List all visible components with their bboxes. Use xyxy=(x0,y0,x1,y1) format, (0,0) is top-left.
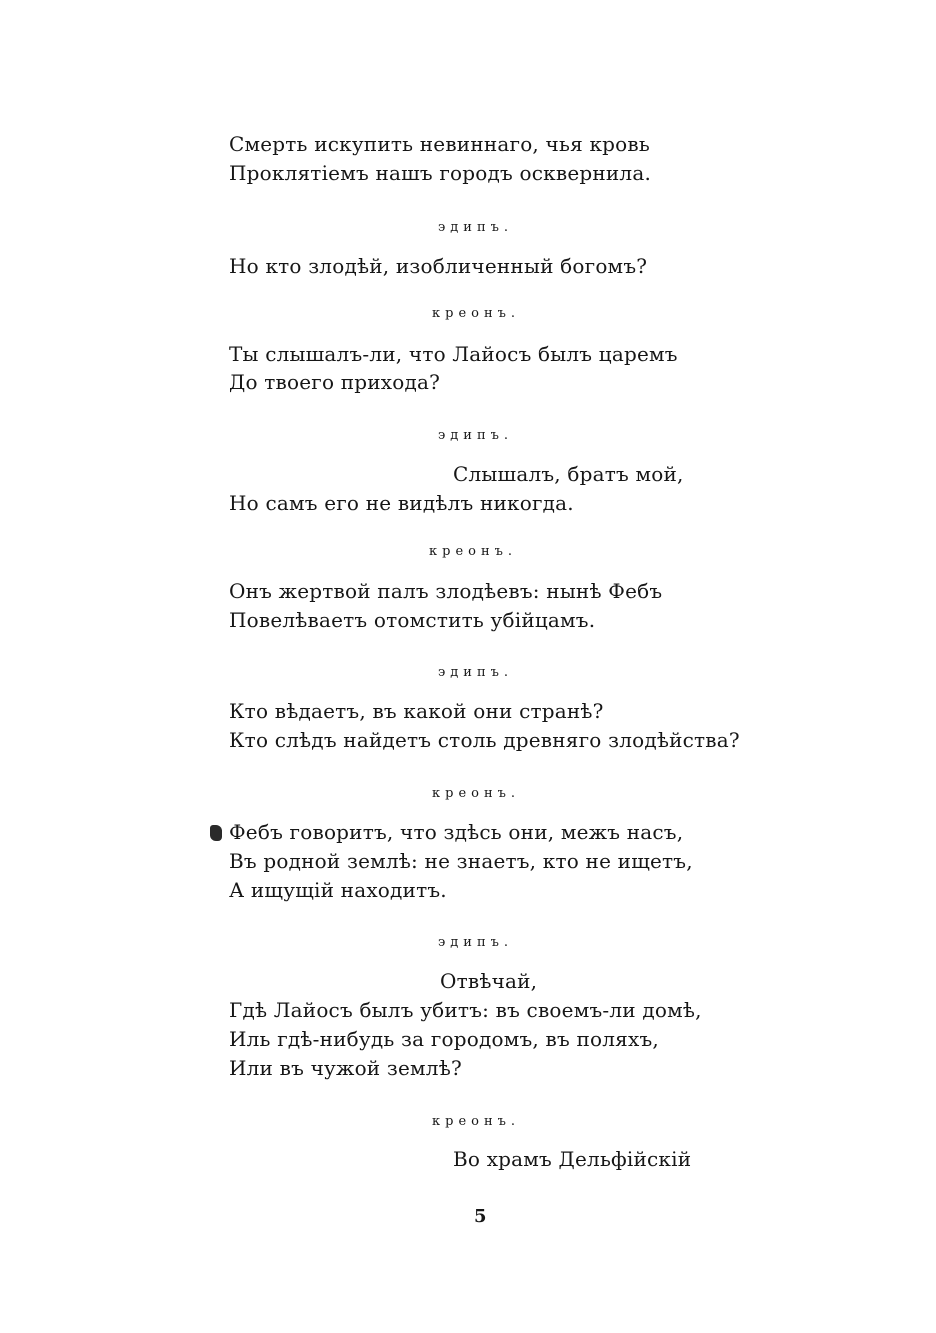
verse-line: Кто вѣдаетъ, въ какой они странѣ? xyxy=(229,699,604,723)
verse-line: Но кто злодѣй, изобличенный богомъ? xyxy=(229,254,648,278)
verse-line: Во храмъ Дельфійскій xyxy=(453,1147,692,1171)
verse-line: До твоего прихода? xyxy=(229,370,441,394)
verse-line: Слышалъ, братъ мой, xyxy=(453,462,684,486)
verse-line: Въ родной землѣ: не знаетъ, кто не ищетъ, xyxy=(229,849,693,873)
verse-line: Или въ чужой землѣ? xyxy=(229,1056,462,1080)
verse-line: А ищущій находитъ. xyxy=(229,878,447,902)
speaker-heading-oedipus: эдипъ. xyxy=(438,935,514,950)
verse-line: Повелѣваетъ отомстить убійцамъ. xyxy=(229,608,596,632)
speaker-heading-oedipus: эдипъ. xyxy=(438,220,514,235)
verse-line: Онъ жертвой палъ злодѣевъ: нынѣ Фебъ xyxy=(229,579,663,603)
verse-line: Кто слѣдъ найдетъ столь древняго злодѣйства? xyxy=(229,728,740,752)
verse-line: Гдѣ Лайосъ былъ убитъ: въ своемъ-ли домѣ, xyxy=(229,998,702,1022)
verse-line: Фебъ говоритъ, что здѣсь они, межъ насъ, xyxy=(229,820,684,844)
speaker-heading-oedipus: эдипъ. xyxy=(438,428,514,443)
verse-line: Проклятіемъ нашъ городъ осквернила. xyxy=(229,161,652,185)
speaker-heading-creon: креонъ. xyxy=(432,1114,521,1129)
verse-line: Иль гдѣ-нибудь за городомъ, въ поляхъ, xyxy=(229,1027,659,1051)
verse-line: Но самъ его не видѣлъ никогда. xyxy=(229,491,574,515)
verse-line: Отвѣчай, xyxy=(440,969,538,993)
page-number: 5 xyxy=(474,1206,487,1227)
speaker-heading-creon: креонъ. xyxy=(432,786,521,801)
speaker-heading-creon: креонъ. xyxy=(432,306,521,321)
speaker-heading-creon: креонъ. xyxy=(429,544,518,559)
ornament-icon xyxy=(210,825,222,841)
speaker-heading-oedipus: эдипъ. xyxy=(438,665,514,680)
verse-line: Ты слышалъ-ли, что Лайосъ былъ царемъ xyxy=(229,342,678,366)
verse-line: Смерть искупить невиннаго, чья кровь xyxy=(229,132,650,156)
